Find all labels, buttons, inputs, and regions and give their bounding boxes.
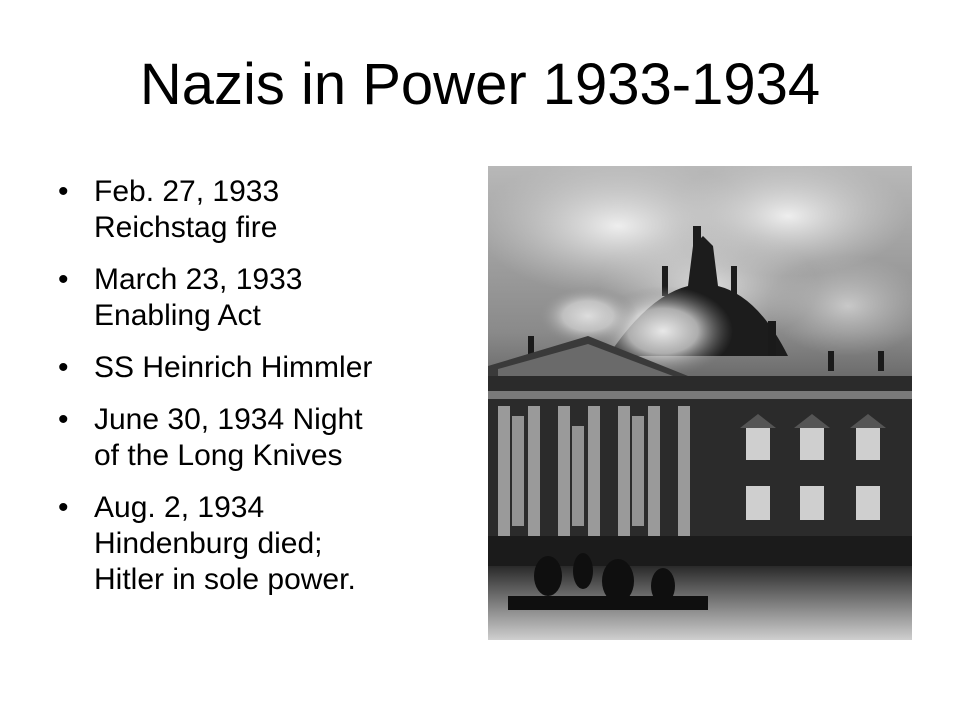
bullet-dot: • [58,403,69,436]
bullet-text-line2: Enabling Act [94,299,261,332]
bullet-dot: • [58,491,69,524]
slide-title: Nazis in Power 1933-1934 [139,52,821,117]
bullet-text-line1: SS Heinrich Himmler [94,351,373,384]
bullet-text-line1: March 23, 1933 [94,263,303,296]
reichstag-fire-photo [488,166,912,640]
bullet-text-line2: Hindenburg died; [94,527,323,560]
bullet-text-line2: Reichstag fire [94,211,278,244]
bullet-item-reichstag-fire [58,174,458,246]
bullet-text-line1: Feb. 27, 1933 [94,175,280,208]
bullet-text-line1: Aug. 2, 1934 [94,491,265,524]
bullet-dot: • [58,263,69,296]
bullet-dot: • [58,351,69,384]
photo-image-icon [488,166,912,640]
bullet-item-himmler [58,350,458,386]
bullet-text-line1: June 30, 1934 Night [94,403,363,436]
bullet-text-line3: Hitler in sole power. [94,563,356,596]
bullet-text-line2: of the Long Knives [94,439,343,472]
bullet-item-long-knives [58,402,458,474]
bullet-list [58,174,458,614]
bullet-item-enabling-act [58,262,458,334]
bullet-item-hindenburg [58,490,458,598]
bullet-dot: • [58,175,69,208]
